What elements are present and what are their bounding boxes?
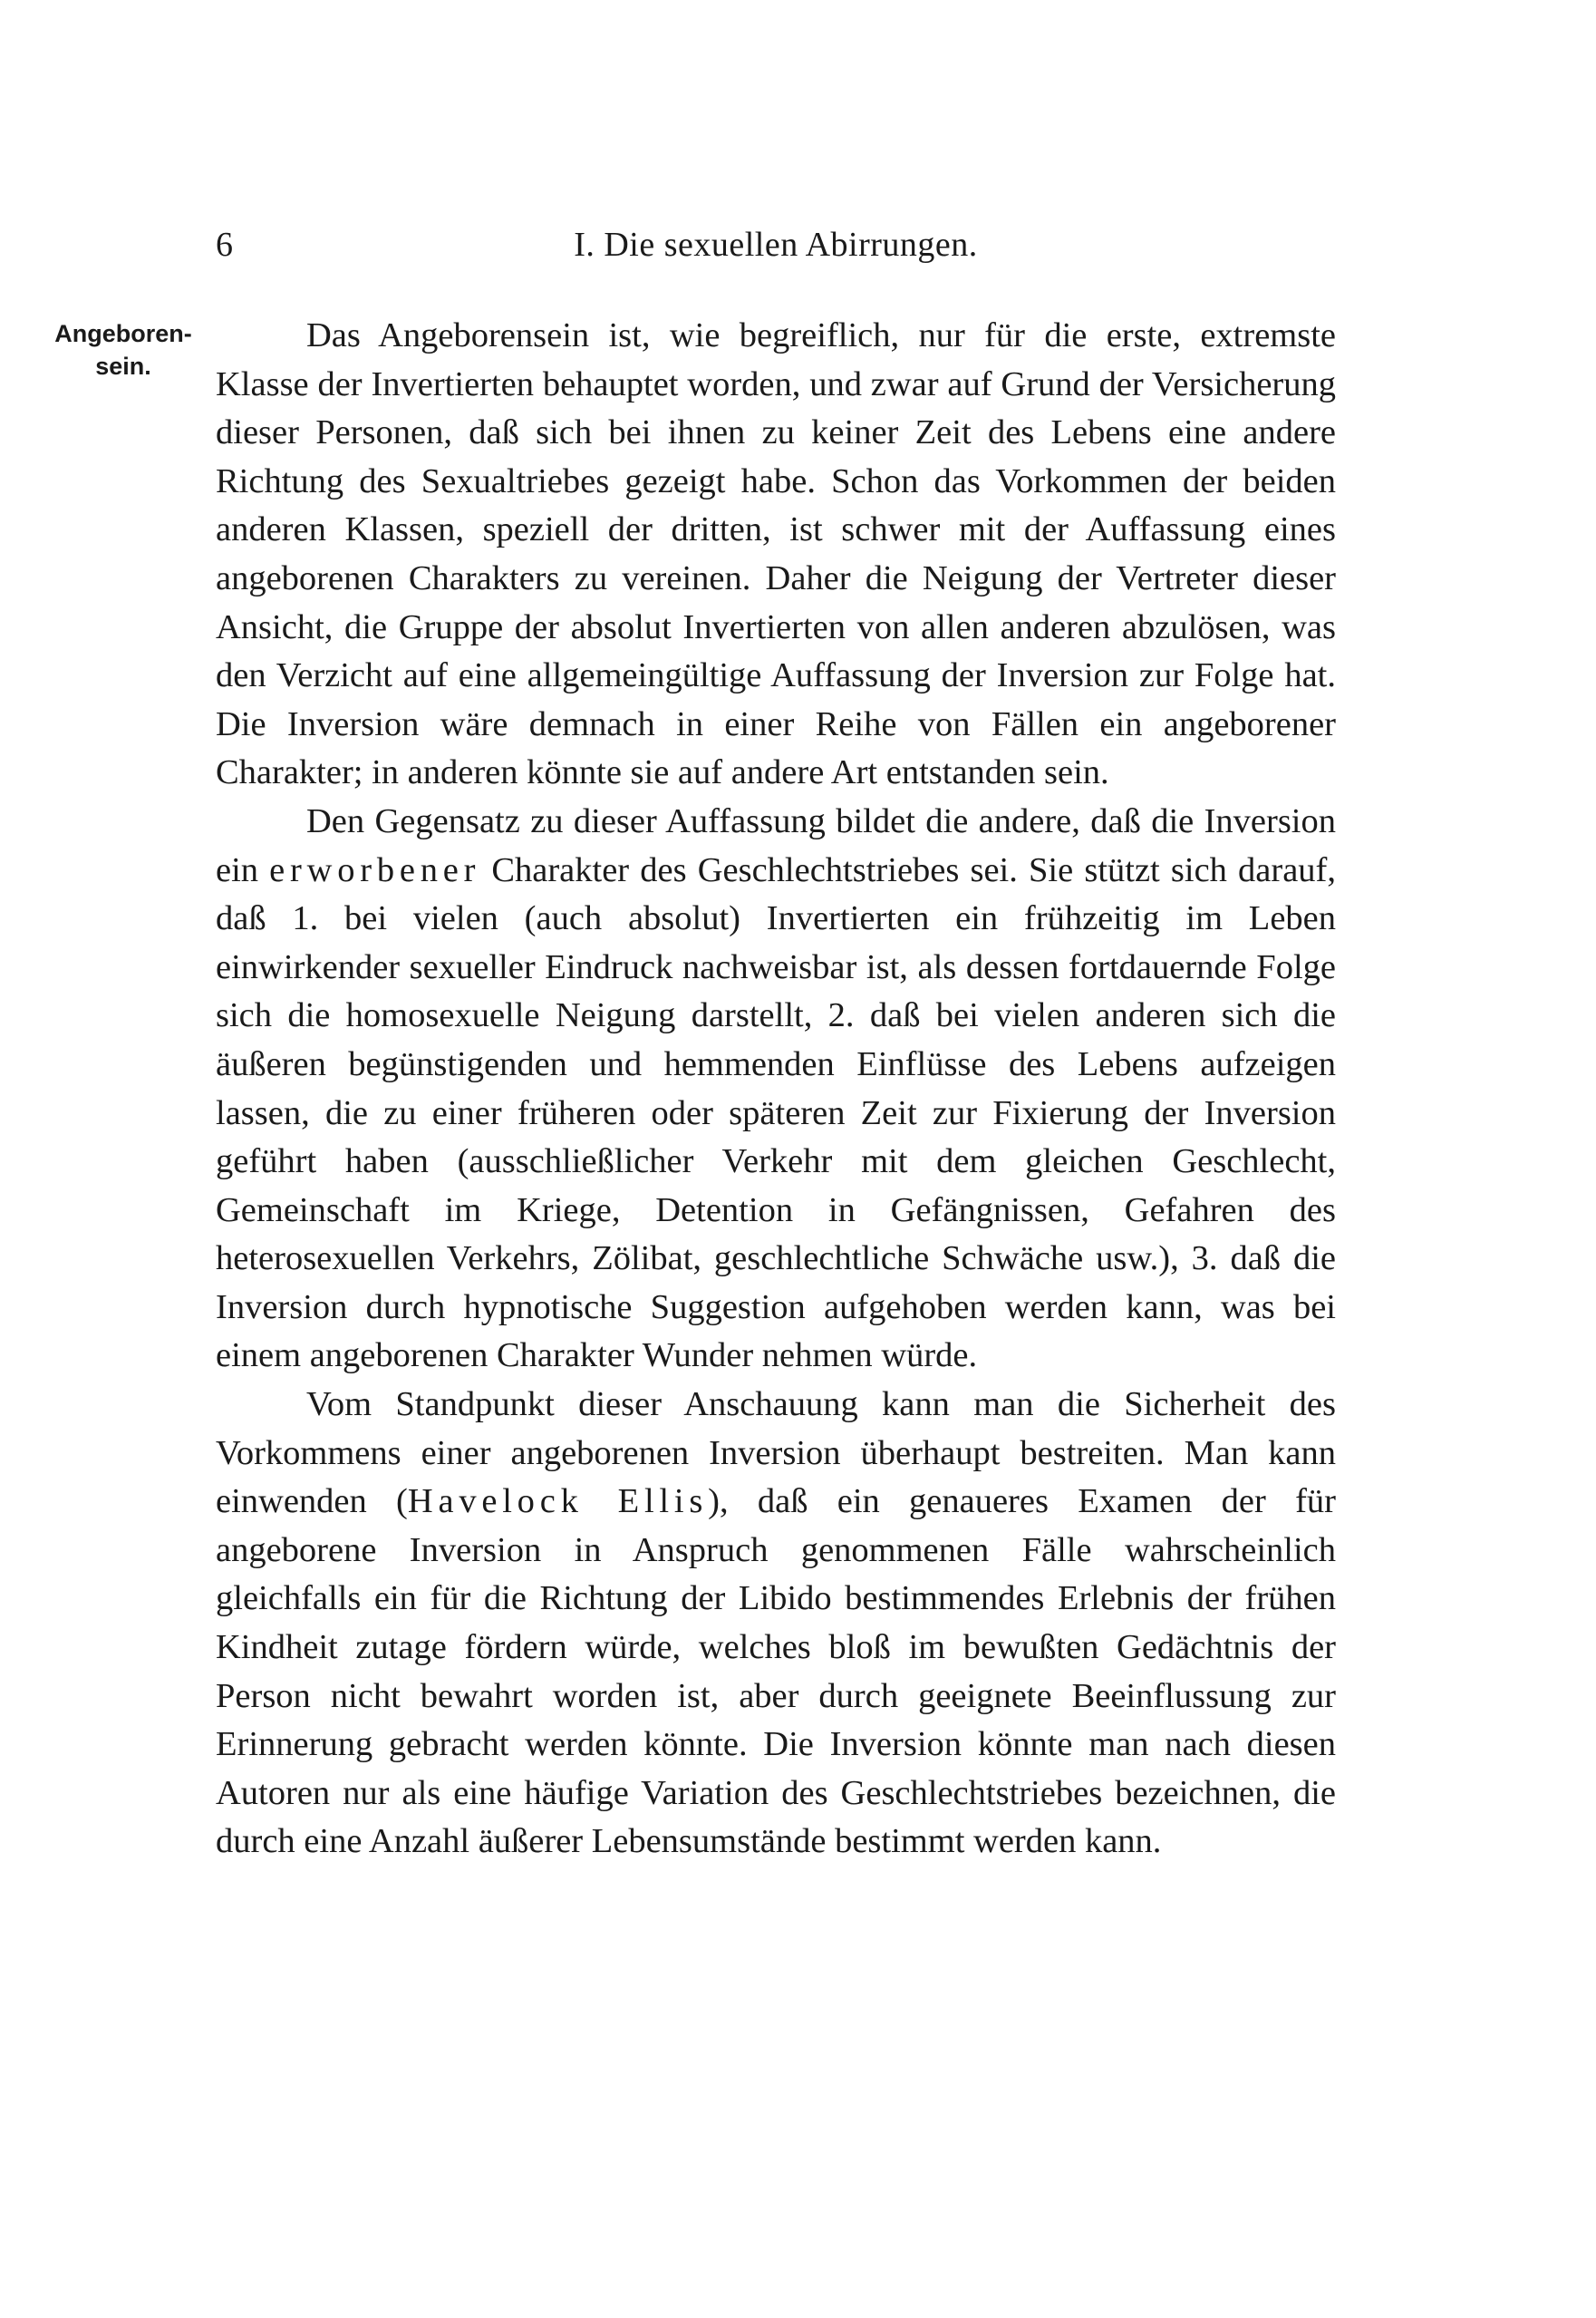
paragraph-3-part-2: ), daß ein genaueres Examen der für angeborene Inversion in Anspruch genommenen Fälle wahrscheinlich gleichfalls ein für die Richtung der Libido bestimmendes Erlebnis der frühen Kindheit zutage fördern würde, welches bloß im bewußten Gedächtnis der Person nicht bewahrt worden ist, aber durch geeignete Beeinflussung zur Erinnerung gebracht werden könnte. Die Inversion könnte man nach diesen Autoren nur als eine häufige Variation des Geschlechtstriebes bezeichnen, die durch eine Anzahl äußerer Lebensumstände bestimmt werden kann. <box>216 1482 1336 1861</box>
running-title: I. Die sexuellen Abirrungen. <box>574 226 978 264</box>
page-number: 6 <box>216 226 233 264</box>
paragraph-3 <box>216 1381 1336 1867</box>
paragraph-1: Das Angeborensein ist, wie begreiflich, nur für die erste, extremste Klasse der Invertierten behauptet worden, und zwar auf Grund der Versicherung dieser Personen, daß sich bei ihnen zu keiner Zeit des Lebens eine andere Richtung des Sexualtriebes gezeigt habe. Schon das Vorkommen der beiden anderen Klassen, speziell der dritten, ist schwer mit der Auffassung eines angeborenen Charakters zu vereinen. Daher die Neigung der Vertreter dieser Ansicht, die Gruppe der absolut Invertierten von allen anderen abzulösen, was den Verzicht auf eine allgemeingültige Auffassung der Inversion zur Folge hat. Die Inversion wäre demnach in einer Reihe von Fällen ein angeborener Charakter; in anderen könnte sie auf andere Art entstanden sein. <box>216 316 1336 792</box>
margin-note-line-2: sein. <box>95 353 151 380</box>
paragraph-2 <box>216 798 1336 1381</box>
paragraph-3-part-1: Vom Standpunkt dieser Anschauung kann man die Sicherheit des Vorkommens einer angeborenen Inversion überhaupt bestreiten. Man kann einwenden ( <box>216 1385 1336 1521</box>
emphasis-erworbener: erworbener <box>269 850 481 889</box>
margin-note <box>44 317 203 383</box>
paragraph-2-part-1: Den Gegensatz zu dieser Auffassung bildet die andere, daß die Inversion ein <box>216 801 1336 889</box>
body-text <box>216 312 1336 1867</box>
paragraph-2-part-2: Charakter des Geschlechtstriebes sei. Sie stützt sich darauf, daß 1. bei vielen (auch absolut) Invertierten ein frühzeitig im Leben einwirkender sexueller Eindruck nachweisbar ist, als dessen fortdauernde Folge sich die homosexuelle Neigung darstellt, 2. daß bei vielen anderen sich die äußeren begünstigenden und hemmenden Einflüsse des Lebens aufzeigen lassen, die zu einer früheren oder späteren Zeit zur Fixierung der Inversion geführt haben (ausschließlicher Verkehr mit dem gleichen Geschlecht, Gemeinschaft im Kriege, Detention in Gefängnissen, Gefahren des heterosexuellen Verkehrs, Zölibat, geschlechtliche Schwäche usw.), 3. daß die Inversion durch hypnotische Suggestion aufgehoben werden kann, was bei einem angeborenen Charakter Wunder nehmen würde. <box>216 850 1336 1375</box>
running-head <box>216 218 1336 272</box>
emphasis-havelock-ellis: Havelock Ellis <box>407 1482 709 1521</box>
margin-note-line-1: Angeboren- <box>54 320 192 347</box>
